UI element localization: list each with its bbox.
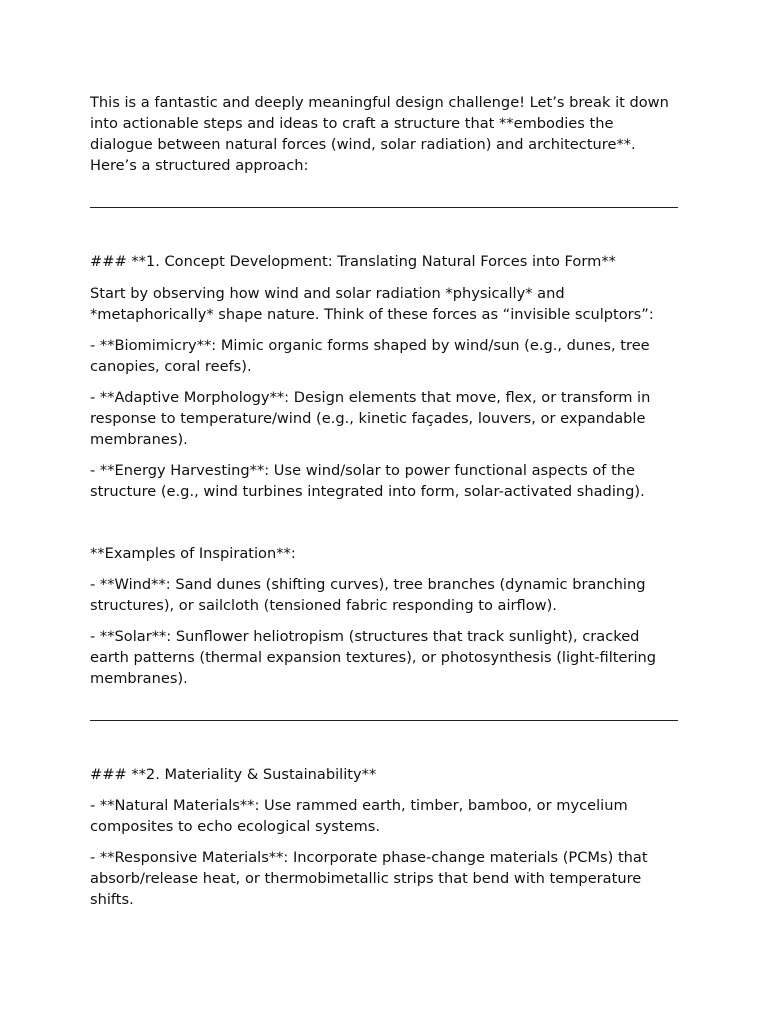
document-body [90,90,678,910]
section-divider [90,207,678,208]
section-divider [90,720,678,721]
examples-heading: **Examples of Inspiration**: [90,545,296,562]
intro-paragraph: This is a fantastic and deeply meaningful design challenge! Let’s break it down into actionable steps and ideas to craft a structure that **embodies the dialogue between natural forces (wind, solar radiation) and architecture**. Here’s a structured approach: [90,94,669,174]
section-1-heading: ### **1. Concept Development: Translating Natural Forces into Form** [90,253,616,270]
example-solar: - **Solar**: Sunflower heliotropism (structures that track sunlight), cracked earth patterns (thermal expansion textures), or photosynthesis (light-filtering membranes). [90,628,657,687]
bullet-biomimicry: - **Biomimicry**: Mimic organic forms shaped by wind/sun (e.g., dunes, tree canopies, coral reefs). [90,337,650,375]
section-1-lead: Start by observing how wind and solar radiation *physically* and *metaphorically* shape nature. Think of these forces as “invisible sculptors”: [90,285,654,323]
section-2-heading: ### **2. Materiality & Sustainability** [90,766,377,783]
bullet-energy-harvesting: - **Energy Harvesting**: Use wind/solar to power functional aspects of the structure (e.g., wind turbines integrated into form, solar-activated shading). [90,462,645,500]
example-wind: - **Wind**: Sand dunes (shifting curves), tree branches (dynamic branching structures), or sailcloth (tensioned fabric responding to airflow). [90,576,646,614]
bullet-natural-materials: - **Natural Materials**: Use rammed earth, timber, bamboo, or mycelium composites to echo ecological systems. [90,797,628,835]
bullet-responsive-materials: - **Responsive Materials**: Incorporate phase-change materials (PCMs) that absorb/release heat, or thermobimetallic strips that bend with temperature shifts. [90,849,648,908]
bullet-adaptive-morphology: - **Adaptive Morphology**: Design elements that move, flex, or transform in response to temperature/wind (e.g., kinetic façades, louvers, or expandable membranes). [90,389,651,448]
